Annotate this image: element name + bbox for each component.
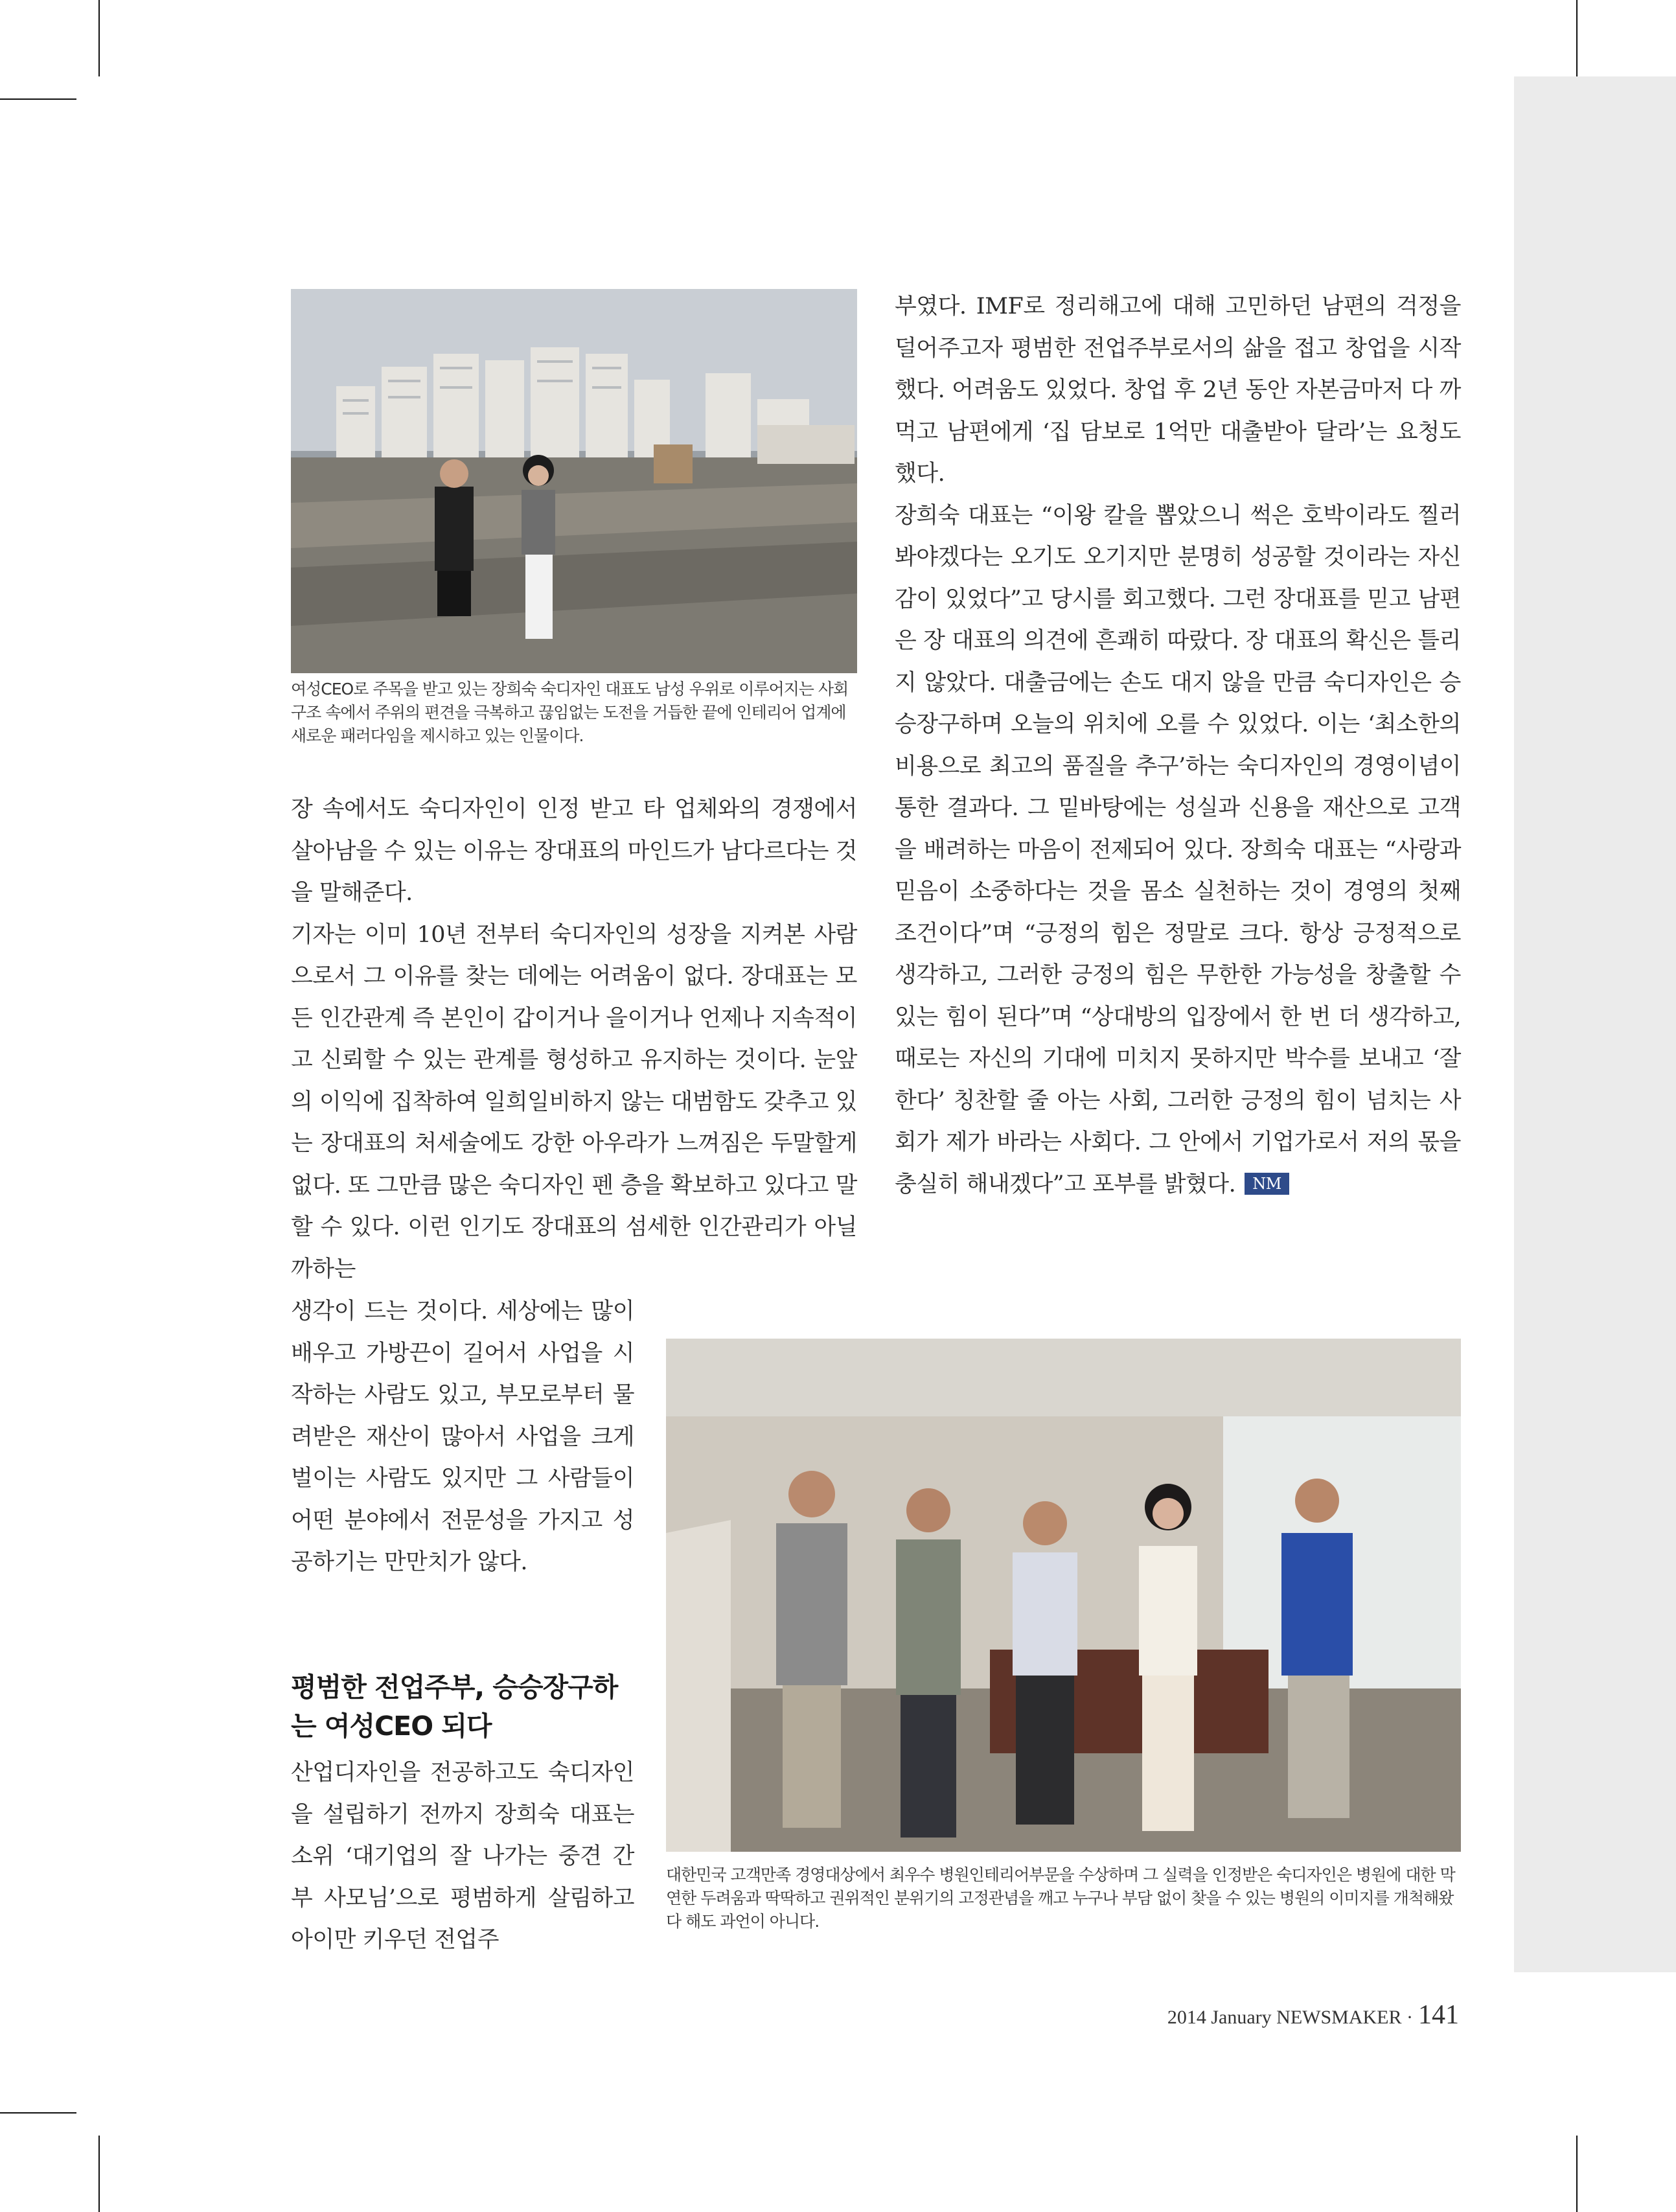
article-column-left-narrow	[291, 1291, 634, 1584]
section-subheading: 평범한 전업주부, 승승장구하는 여성CEO 되다	[291, 1672, 618, 1742]
issue-label: 2014 January NEWSMAKER ·	[1167, 2007, 1413, 2028]
photo-team-interior	[666, 1339, 1461, 1852]
crop-mark	[1576, 2136, 1578, 2212]
page-footer	[1167, 1999, 1459, 2031]
margin-strip	[1514, 76, 1676, 1972]
paragraph: 부였다. IMF로 정리해고에 대해 고민하던 남편의 걱정을 덜어주고자 평범한 전업주부로서의 삶을 접고 창업을 시작했다. 어려움도 있었다. 창업 후 2년 동안 자본금마저 다 까먹고 남편에게 ‘집 담보로 1억만 대출받아 달라’는 요청도 했다.	[895, 294, 1461, 487]
article-column-left-narrow-2	[291, 1752, 634, 1961]
article-column-left	[291, 789, 857, 1290]
paragraph: 장 속에서도 숙디자인이 인정 받고 타 업체와의 경쟁에서 살아남을 수 있는 이유는 장대표의 마인드가 남다르다는 것을 말해준다.	[291, 796, 857, 906]
photo-caption-top: 여성CEO로 주목을 받고 있는 장희숙 숙디자인 대표도 남성 우위로 이루어지는 사회 구조 속에서 주위의 편견을 극복하고 끊임없는 도전을 거듭한 끝에 인테리어 업계에 새로운 패러다임을 제시하고 있는 인물이다.	[291, 680, 849, 745]
crop-mark	[98, 0, 100, 76]
paragraph: 산업디자인을 전공하고도 숙디자인을 설립하기 전까지 장희숙 대표는 소위 ‘대기업의 잘 나가는 중견 간부 사모님’으로 평범하게 살림하고 아이만 키우던 전업주	[291, 1760, 634, 1953]
article-column-right	[895, 286, 1461, 1205]
paragraph	[895, 495, 1461, 1206]
paragraph: 생각이 드는 것이다. 세상에는 많이 배우고 가방끈이 길어서 사업을 시작하는 사람도 있고, 부모로부터 물려받은 재산이 많아서 사업을 크게 벌이는 사람도 있지만 그 사람들이 어떤 분야에서 전문성을 가지고 성공하기는 만만치가 않다.	[291, 1298, 634, 1575]
paragraph-text: 장희숙 대표는 “이왕 칼을 뽑았으니 썩은 호박이라도 찔러봐야겠다는 오기도 오기지만 분명히 성공할 것이라는 자신감이 있었다”고 당시를 회고했다. 그런 장대표를 믿고 남편은 장 대표의 의견에 흔쾌히 따랐다. 장 대표의 확신은 틀리지 않았다. 대출금에는 손도 대지 않을 만큼 숙디자인은 승승장구하며 오늘의 위치에 오를 수 있었다. 이는 ‘최소한의 비용으로 최고의 품질을 추구’하는 숙디자인의 경영이념이 통한 결과다. 그 밑바탕에는 성실과 신용을 재산으로 고객을 배려하는 마음이 전제되어 있다. 장희숙 대표는 “사랑과 믿음이 소중하다는 것을 몸소 실천하는 것이 경영의 첫째 조건이다”며 “긍정의 힘은 정말로 크다. 항상 긍정적으로 생각하고, 그러한 긍정의 힘은 무한한 가능성을 창출할 수 있는 힘이 된다”며 “상대방의 입장에서 한 번 더 생각하고, 때로는 자신의 기대에 미치지 못하지만 박수를 보내고 ‘잘한다’ 칭찬할 줄 아는 사회, 그러한 긍정의 힘이 넘치는 사회가 제가 바라는 사회다. 그 안에서 기업가로서 저의 몫을 충실히 해내겠다”고 포부를 밝혔다.	[895, 502, 1461, 1197]
photo-construction-site	[291, 289, 857, 673]
crop-mark	[98, 2136, 100, 2212]
crop-mark	[1576, 0, 1578, 76]
paragraph: 기자는 이미 10년 전부터 숙디자인의 성장을 지켜본 사람으로서 그 이유를 찾는 데에는 어려움이 없다. 장대표는 모든 인간관계 즉 본인이 갑이거나 을이거나 언제나 지속적이고 신뢰할 수 있는 관계를 형성하고 유지하는 것이다. 눈앞의 이익에 집착하여 일희일비하지 않는 대범함도 갖추고 있는 장대표의 처세술에도 강한 아우라가 느껴짐은 두말할게 없다. 또 그만큼 많은 숙디자인 펜 층을 확보하고 있다고 말할 수 있다. 이런 인기도 장대표의 섬세한 인간관리가 아닐까하는	[291, 921, 857, 1282]
photo-caption-bottom: 대한민국 고객만족 경영대상에서 최우수 병원인테리어부문을 수상하며 그 실력을 인정받은 숙디자인은 병원에 대한 막연한 두려움과 딱딱하고 권위적인 분위기의 고정관념을 깨고 누구나 부담 없이 찾을 수 있는 병원의 이미지를 개척해왔다 해도 과언이 아니다.	[666, 1865, 1455, 1931]
crop-mark	[0, 98, 76, 100]
end-mark-badge: NM	[1245, 1173, 1289, 1195]
page-number: 141	[1418, 2000, 1459, 2030]
crop-mark	[0, 2112, 76, 2114]
